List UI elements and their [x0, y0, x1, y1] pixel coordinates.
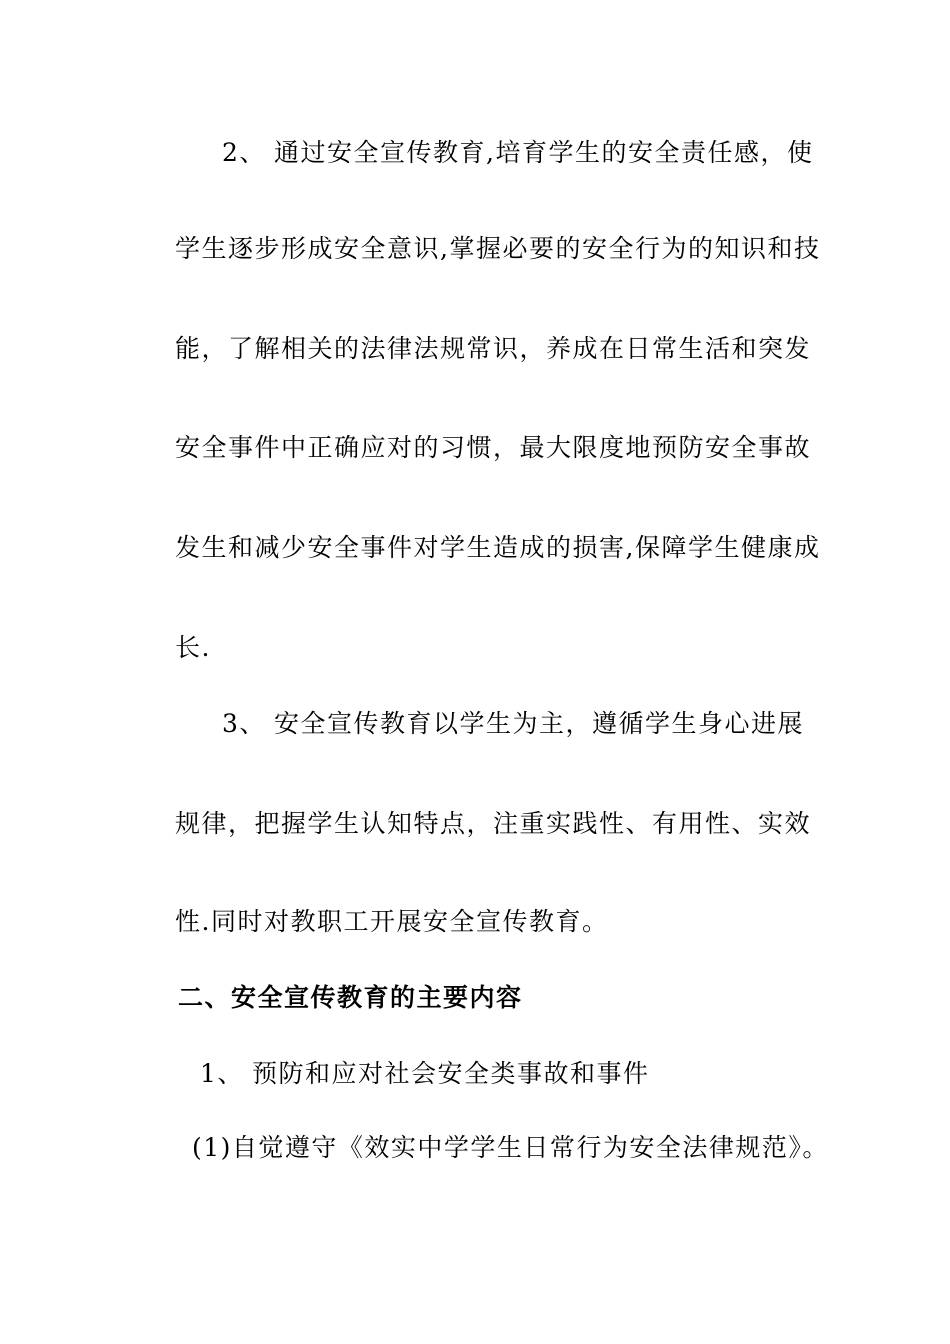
item-1-number: 1、: [200, 1059, 244, 1088]
paragraph-2-line-3: 能，了解相关的法律法规常识，养成在日常生活和突发: [175, 334, 812, 363]
paragraph-3-number: 3、: [222, 709, 266, 738]
subitem-1-line: (1)自觉遵守《效实中学学生日常行为安全法律规范》。: [192, 1133, 829, 1162]
item-1-text: 预防和应对社会安全类事故和事件: [252, 1059, 650, 1088]
paragraph-2-number: 2、: [222, 138, 266, 167]
paragraph-2-line-6: 长.: [175, 633, 211, 662]
paragraph-3-line-1: [222, 709, 804, 739]
paragraph-3-line-3: 性.同时对教职工开展安全宣传教育。: [175, 907, 609, 936]
item-1-line: [200, 1059, 650, 1089]
paragraph-2-text-1: 通过安全宣传教育,培育学生的安全责任感，使: [274, 138, 814, 167]
paragraph-2-line-2: 学生逐步形成安全意识,掌握必要的安全行为的知识和技: [175, 234, 821, 263]
paragraph-2-line-1: [222, 138, 813, 168]
section-heading: 二、安全宣传教育的主要内容: [178, 983, 523, 1012]
paragraph-3-line-2: 规律，把握学生认知特点，注重实践性、有用性、实效: [175, 809, 812, 838]
paragraph-2-line-4: 安全事件中正确应对的习惯，最大限度地预防安全事故: [175, 433, 812, 462]
paragraph-2-line-5: 发生和减少安全事件对学生造成的损害,保障学生健康成: [175, 533, 821, 562]
paragraph-3-text-1: 安全宣传教育以学生为主，遵循学生身心进展: [274, 709, 805, 738]
